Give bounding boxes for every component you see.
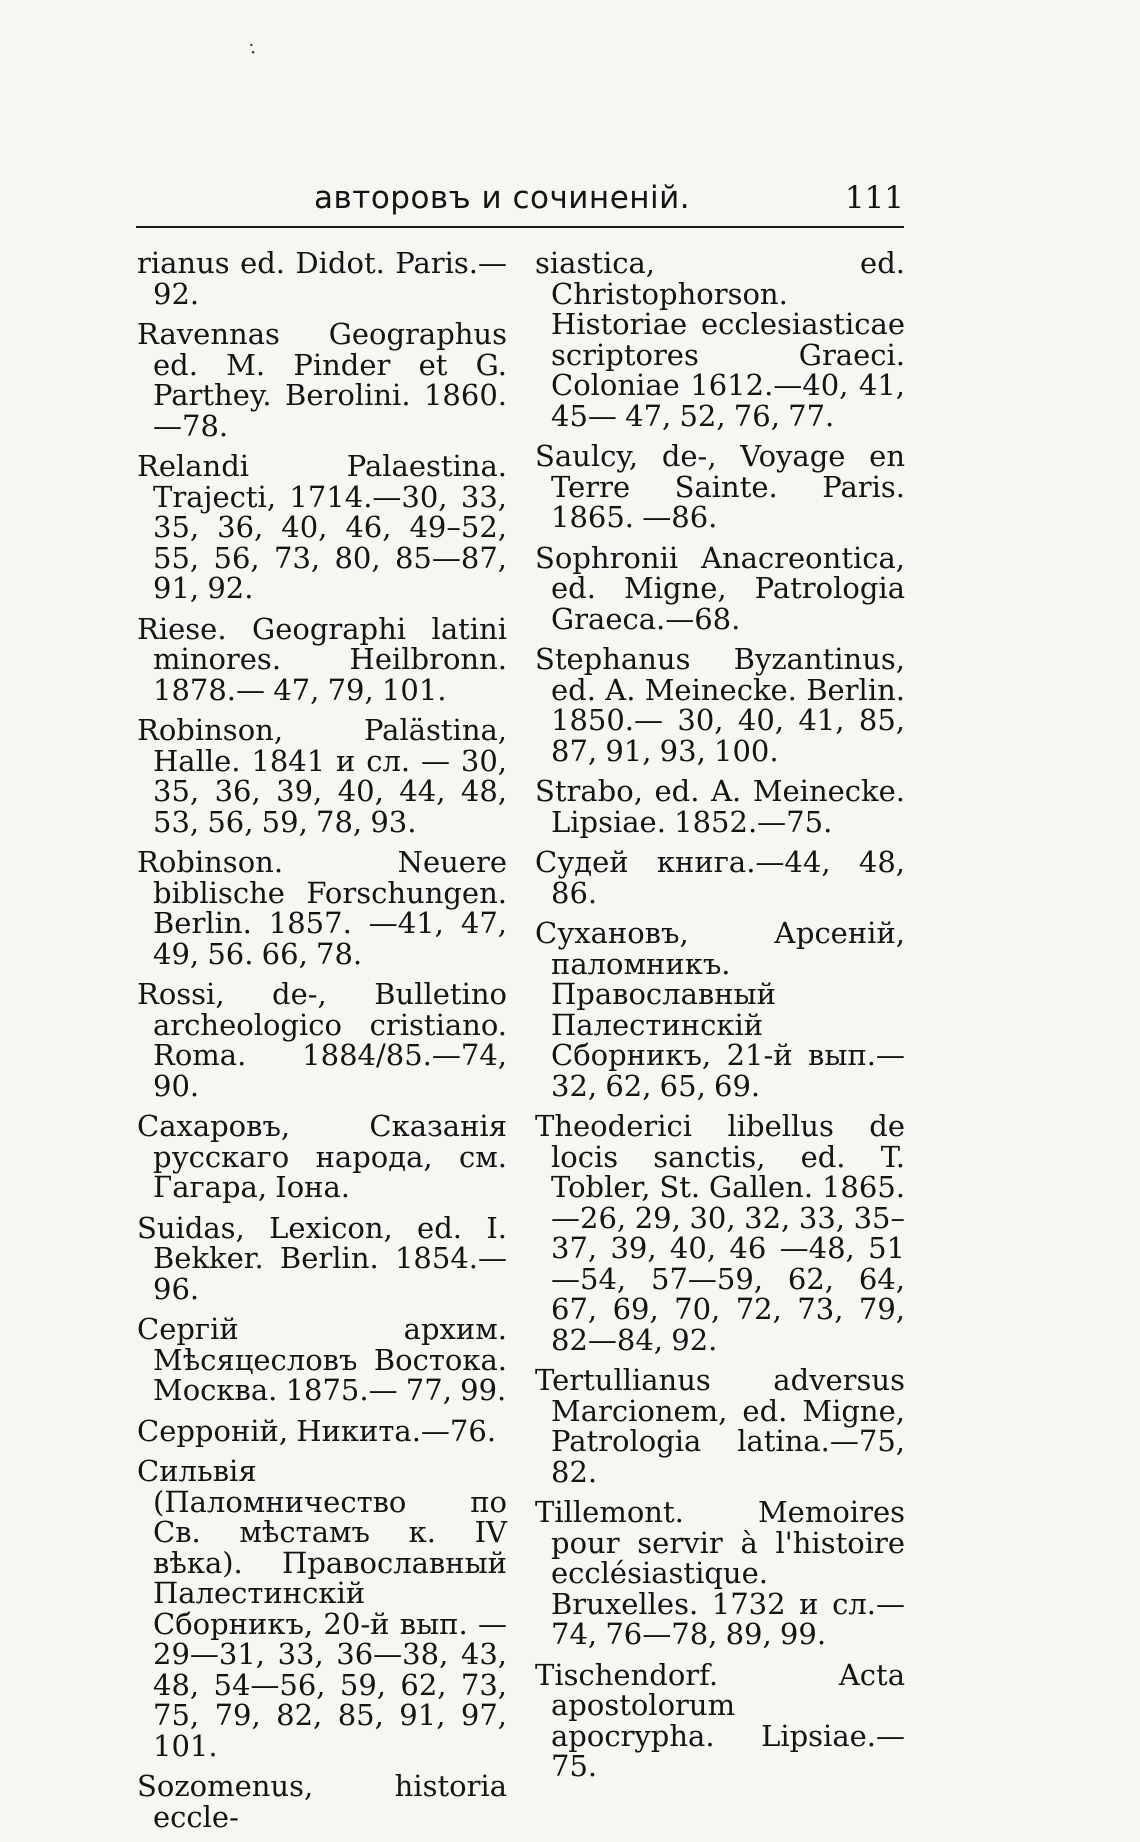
entry-text: Strabo, ed. A. Meinecke. Lipsiae. 1852.—75.: [535, 774, 905, 839]
index-entry: [535, 918, 905, 1101]
entry-text: Судей книга.—44, 48, 86.: [535, 845, 905, 910]
index-entry: [137, 1413, 507, 1448]
entry-text: Suidas, Lexicon, ed. I. Bekker. Berlin. 1854.—96.: [137, 1210, 507, 1306]
right-column: [535, 248, 905, 1792]
index-entry: [137, 451, 507, 604]
index-entry: [137, 319, 507, 441]
entry-text: siastica, ed. Christophorson. Historiae ecclesiasticae scriptores Graeci. Coloniae 1612.—40, 41, 45— 47, 52, 76, 77.: [535, 246, 905, 433]
entry-text: Сергій архим. Мѣсяцесловъ Востока. Москва. 1875.— 77, 99.: [137, 1312, 507, 1407]
entry-text: Riese. Geographi latini minores. Heilbronn. 1878.— 47, 79, 101.: [137, 611, 507, 707]
entry-text: Сахаровъ, Сказанія русскаго народа, см. Гагара, Іона.: [137, 1109, 507, 1204]
index-entry: [535, 644, 905, 766]
entry-text: Robinson. Neuere biblische Forschungen. Berlin. 1857. —41, 47, 49, 56. 66, 78.: [137, 845, 507, 971]
index-entry: [535, 1497, 905, 1650]
entry-text: Tischendorf. Acta apostolorum apocrypha. Lipsiae.— 75.: [535, 1657, 905, 1783]
entry-text: Tillemont. Memoires pour servir à l'histoire ecclésiastique. Bruxelles. 1732 и сл.—74, 76—78, 89, 99.: [535, 1495, 905, 1651]
index-entry: [535, 441, 905, 533]
index-entry: [535, 776, 905, 837]
index-entry: [137, 248, 507, 309]
entry-text: Stephanus Byzantinus, ed. A. Meinecke. Berlin. 1850.— 30, 40, 41, 85, 87, 91, 93, 100.: [535, 642, 905, 768]
index-entry: [137, 1456, 507, 1761]
index-entry: [137, 1210, 507, 1306]
entry-text: Tertullianus adversus Marcionem, ed. Migne, Patrologia latina.—75, 82.: [535, 1363, 905, 1489]
index-entry: [535, 1111, 905, 1355]
page-header: [136, 180, 904, 228]
index-entry: [535, 248, 905, 431]
index-entry: [137, 979, 507, 1101]
left-column: [137, 248, 507, 1842]
entry-text: Robinson, Palästina, Halle. 1841 и сл. — 30, 35, 36, 39, 40, 44, 48, 53, 56, 59, 78, 93.: [137, 713, 507, 839]
entry-text: Saulcy, de-, Voyage en Terre Sainte. Paris. 1865. —86.: [535, 439, 905, 534]
entry-text: Серроній, Никита.—76.: [137, 1413, 497, 1448]
entry-text: rianus ed. Didot. Paris.— 92.: [137, 246, 507, 311]
entry-text: Sophronii Anacreontica, ed. Migne, Patrologia Graeca.—68.: [535, 540, 905, 636]
entry-text: Сухановъ, Арсеній, паломникъ. Православный Палестинскій Сборникъ, 21-й вып.—32, 62, 65, 69.: [535, 916, 905, 1103]
index-entry: [535, 540, 905, 636]
entry-text: Сильвія (Паломничество по Св. мѣстамъ к. IV вѣка). Православный Палестинскій Сборникъ, 20-й вып. —29—31, 33, 36—38, 43, 48, 54—56, 59, 62, 73, 75, 79, 82, 85, 91, 97, 101.: [137, 1454, 507, 1763]
index-entry: [137, 847, 507, 969]
entry-text: Rossi, de-, Bulletino archeologico cristiano. Roma. 1884/85.—74, 90.: [137, 977, 507, 1103]
entry-text: Theoderici libellus de locis sanctis, ed. T. Tobler, St. Gallen. 1865.—26, 29, 30, 32, 33, 35–37, 39, 40, 46 —48, 51—54, 57—59, 62, 64, 67, 69, 70, 72, 73, 79, 82—84, 92.: [535, 1109, 905, 1357]
index-entry: [137, 611, 507, 707]
entry-text: Ravennas Geographus ed. M. Pinder et G. Parthey. Berolini. 1860.—78.: [137, 317, 507, 443]
index-entry: [535, 1365, 905, 1487]
page-mark: ·̇: [250, 40, 257, 64]
entry-text: Relandi Palaestina. Trajecti, 1714.—30, 33, 35, 36, 40, 46, 49–52, 55, 56, 73, 80, 85—87, 91, 92.: [137, 449, 507, 605]
page-number: 111: [844, 180, 904, 216]
index-entry: [137, 1111, 507, 1203]
index-entry: [137, 1771, 507, 1832]
index-entry: [137, 715, 507, 837]
index-entry: [535, 1657, 905, 1783]
index-entry: [137, 1314, 507, 1406]
entry-text: Sozomenus, historia eccle-: [137, 1769, 507, 1834]
running-title: авторовъ и сочиненій.: [314, 180, 691, 216]
index-entry: [535, 847, 905, 908]
